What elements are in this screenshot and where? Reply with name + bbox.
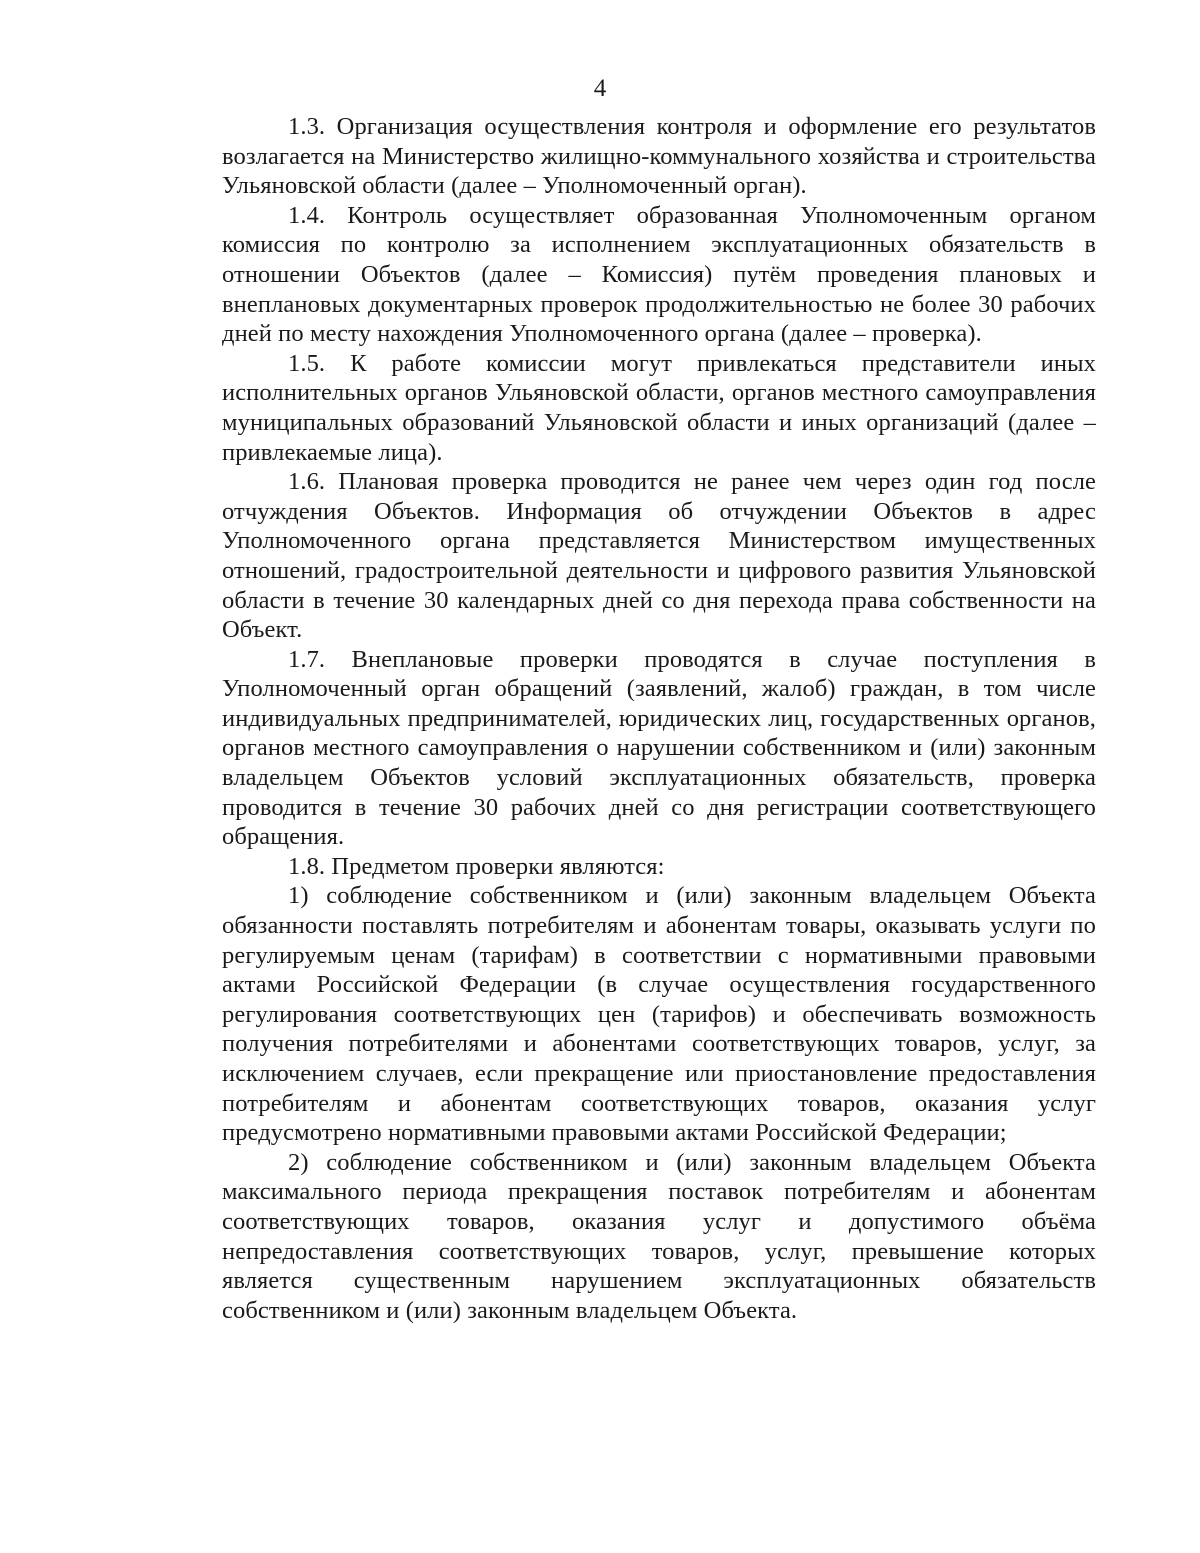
paragraph-1-6: 1.6. Плановая проверка проводится не ранее чем через один год после отчуждения Объектов. Информация об отчуждении Объектов в адрес Уполномоченного органа представляется Министерством имущественных отношений, градостроительной деятельности и цифрового развития Ульяновской области в течение 30 календарных дней со дня перехода права собственности на Объект.: [222, 468, 1096, 644]
page-number: 4: [593, 75, 607, 102]
paragraph-1-7: 1.7. Внеплановые проверки проводятся в случае поступления в Уполномоченный орган обращений (заявлений, жалоб) граждан, в том числе индивидуальных предпринимателей, юридических лиц, государственных органов, органов местного самоуправления о нарушении собственником и (или) законным владельцем Объектов условий эксплуатационных обязательств, проверка проводится в течение 30 рабочих дней со дня регистрации соответствующего обращения.: [222, 645, 1096, 851]
paragraph-1-5: 1.5. К работе комиссии могут привлекаться представители иных исполнительных органов Ульяновской области, органов местного самоуправления муниципальных образований Ульяновской области и иных организаций (далее – привлекаемые лица).: [222, 349, 1096, 466]
document-body: [222, 112, 1096, 1325]
paragraph-1-8: 1.8. Предметом проверки являются:: [288, 852, 665, 880]
paragraph-1-3: 1.3. Организация осуществления контроля и оформление его результатов возлагается на Министерство жилищно-коммунального хозяйства и строительства Ульяновской области (далее – Уполномоченный орган).: [222, 113, 1096, 200]
paragraph-item-1: 1) соблюдение собственником и (или) законным владельцем Объекта обязанности поставлять потребителям и абонентам товары, оказывать услуги по регулируемым ценам (тарифам) в соответствии с нормативными правовыми актами Российской Федерации (в случае осуществления государственного регулирования соответствующих цен (тарифов) и обеспечивать возможность получения потребителями и абонентами соответствующих товаров, услуг, за исключением случаев, если прекращение или приостановление предоставления потребителям и абонентам соответствующих товаров, оказания услуг предусмотрено нормативными правовыми актами Российской Федерации;: [222, 882, 1096, 1147]
paragraph-1-4: 1.4. Контроль осуществляет образованная Уполномоченным органом комиссия по контролю за исполнением эксплуатационных обязательств в отношении Объектов (далее – Комиссия) путём проведения плановых и внеплановых документарных проверок продолжительностью не более 30 рабочих дней по месту нахождения Уполномоченного органа (далее – проверка).: [222, 201, 1096, 348]
paragraph-item-2: 2) соблюдение собственником и (или) законным владельцем Объекта максимального периода прекращения поставок потребителям и абонентам соответствующих товаров, оказания услуг и допустимого объёма непредоставления соответствующих товаров, услуг, превышение которых является существенным нарушением эксплуатационных обязательств собственником и (или) законным владельцем Объекта.: [222, 1148, 1096, 1324]
